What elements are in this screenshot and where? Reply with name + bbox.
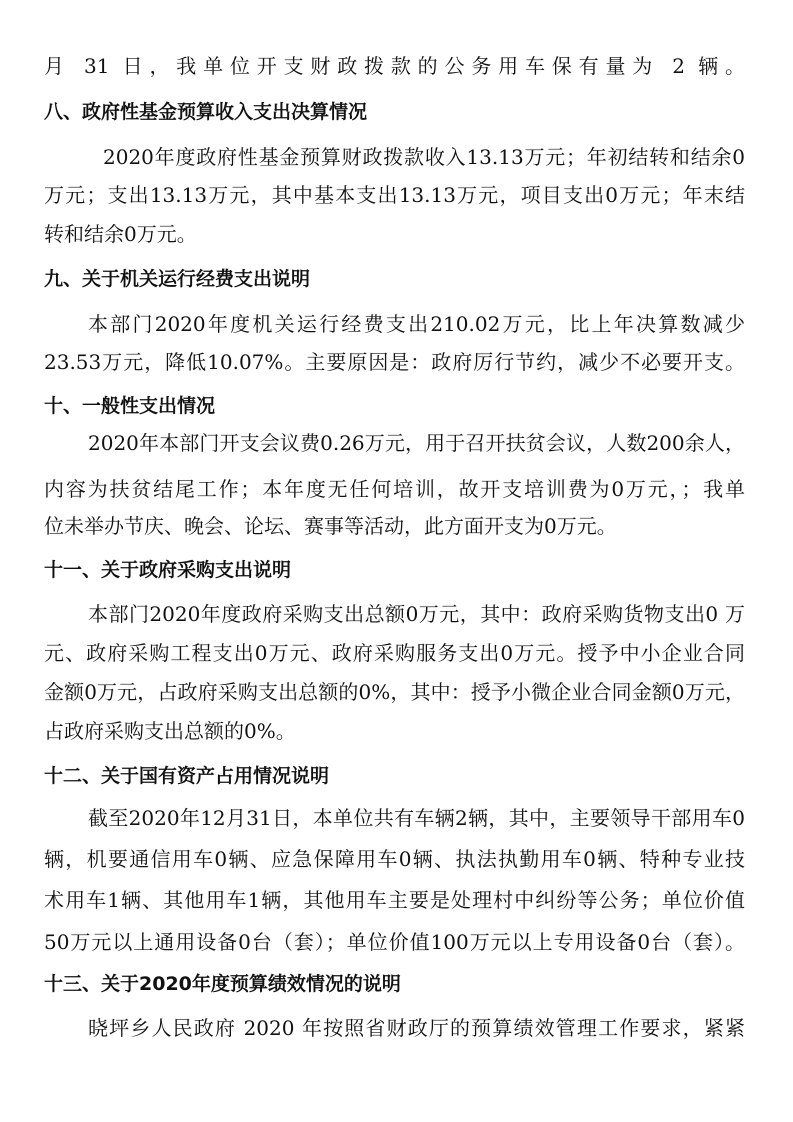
section-heading-12: 十二、关于国有资产占用情况说明 <box>44 765 330 787</box>
paragraph-line: 23.53万元，降低10.07%。主要原因是：政府厉行节约，减少不必要开支。 <box>44 350 745 374</box>
paragraph-line: 辆，机要通信用车0辆、应急保障用车0辆、执法执勤用车0辆、特种专业技 <box>44 847 745 871</box>
paragraph-line: 本部门2020年度政府采购支出总额0万元，其中：政府采购货物支出0 万 <box>88 602 745 626</box>
section-heading-11: 十一、关于政府采购支出说明 <box>44 559 292 581</box>
paragraph-line: 2020年度政府性基金预算财政拨款收入13.13万元；年初结转和结余0 <box>103 145 745 169</box>
paragraph-line: 金额0万元，占政府采购支出总额的0%，其中：授予小微企业合同金额0万元， <box>44 680 745 704</box>
paragraph-line: 50万元以上通用设备0台（套）；单位价值100万元以上专用设备0台（套）。 <box>44 930 745 954</box>
paragraph-line: 占政府采购支出总额的0%。 <box>44 719 296 743</box>
section-heading-9: 九、关于机关运行经费支出说明 <box>44 268 311 290</box>
paragraph-line: 转和结余0万元。 <box>44 222 197 246</box>
section-heading-8: 八、政府性基金预算收入支出决算情况 <box>44 101 368 123</box>
paragraph-line: 2020年本部门开支会议费0.26万元，用于召开扶贫会议，人数200余人， <box>88 431 745 455</box>
section-heading-10: 十、一般性支出情况 <box>44 395 216 417</box>
paragraph-line: 截至2020年12月31日，本单位共有车辆2辆，其中，主要领导干部用车0 <box>88 806 745 830</box>
paragraph-line: 本部门2020年度机关运行经费支出210.02万元，比上年决算数减少 <box>88 312 745 336</box>
section-heading-13: 十三、关于2020年度预算绩效情况的说明 <box>44 973 401 995</box>
paragraph-line: 月 31 日，我单位开支财政拨款的公务用车保有量为 2 辆。 <box>44 54 745 78</box>
paragraph-line: 术用车1辆、其他用车1辆，其他用车主要是处理村中纠纷等公务；单位价值 <box>44 888 745 912</box>
paragraph-line: 位未举办节庆、晚会、论坛、赛事等活动，此方面开支为0万元。 <box>44 514 617 538</box>
paragraph-line: 元、政府采购工程支出0万元、政府采购服务支出0万元。授予中小企业合同 <box>44 641 745 665</box>
paragraph-line: 晓坪乡人民政府 2020 年按照省财政厅的预算绩效管理工作要求，紧紧 <box>88 1016 745 1040</box>
paragraph-line: 万元；支出13.13万元，其中基本支出13.13万元，项目支出0万元；年末结 <box>44 183 745 207</box>
paragraph-line: 内容为扶贫结尾工作；本年度无任何培训，故开支培训费为0万元，；我单 <box>44 477 745 501</box>
